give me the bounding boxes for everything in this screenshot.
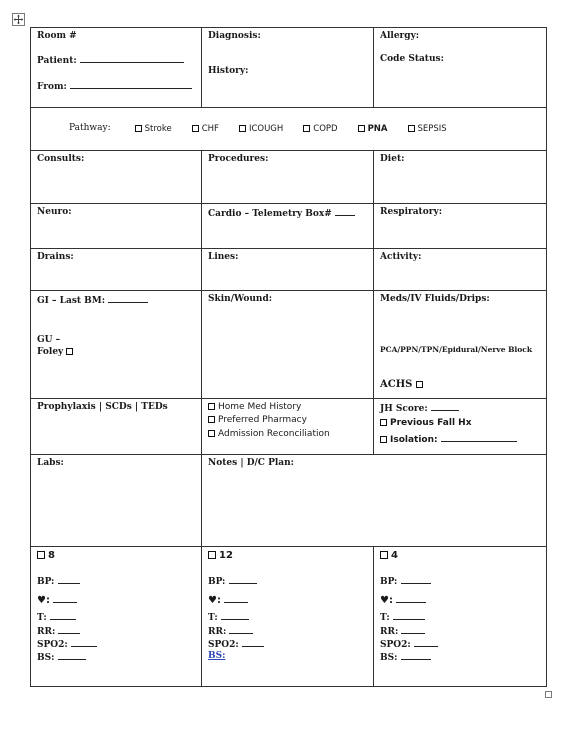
pathway-copd-checkbox[interactable]: COPD <box>303 124 337 135</box>
code-status-label: Code Status: <box>380 54 444 65</box>
checkbox-icon <box>37 551 45 559</box>
temp-field[interactable] <box>393 611 425 620</box>
checkbox-icon <box>208 430 215 437</box>
allergy-cell[interactable] <box>374 28 547 108</box>
drains-cell[interactable] <box>31 249 202 291</box>
isolation-field[interactable] <box>441 433 517 442</box>
activity-label: Activity: <box>380 252 422 262</box>
neuro-label: Neuro: <box>37 207 72 217</box>
consults-cell[interactable] <box>31 151 202 204</box>
bs-field[interactable] <box>401 651 431 660</box>
notes-cell[interactable] <box>202 455 547 547</box>
patient-label: Patient: <box>37 56 77 67</box>
vitals-12-cell: 12 BP: ♥: T: RR: SPO2: BS: <box>202 547 374 687</box>
diet-label: Diet: <box>380 154 405 164</box>
achs-checkbox[interactable]: ACHS <box>380 379 540 392</box>
patient-report-form <box>30 27 547 687</box>
temp-field[interactable] <box>221 611 249 620</box>
history-label: History: <box>208 66 249 77</box>
gu-label: GU – <box>37 335 61 346</box>
bp-field[interactable] <box>229 575 257 584</box>
table-resize-handle[interactable] <box>545 691 552 698</box>
from-label: From: <box>37 81 67 92</box>
pathway-icough-checkbox[interactable]: ICOUGH <box>239 124 283 135</box>
checkbox-icon <box>380 436 387 443</box>
respiratory-cell[interactable] <box>374 204 547 249</box>
from-field[interactable] <box>70 80 192 89</box>
foley-checkbox[interactable]: Foley <box>37 347 195 358</box>
checkbox-icon <box>380 551 388 559</box>
checkbox-icon <box>358 125 365 132</box>
activity-cell[interactable] <box>374 249 547 291</box>
table-move-handle[interactable] <box>12 13 25 26</box>
diet-cell[interactable] <box>374 151 547 204</box>
isolation-checkbox[interactable]: Isolation: <box>380 435 438 445</box>
labs-label: Labs: <box>37 458 64 468</box>
allergy-label: Allergy: <box>380 31 420 41</box>
consults-label: Consults: <box>37 154 85 164</box>
gi-label: GI – Last BM: <box>37 296 106 306</box>
drains-label: Drains: <box>37 252 74 262</box>
preferred-pharmacy-checkbox[interactable]: Preferred Pharmacy <box>208 415 367 426</box>
temp-field[interactable] <box>50 611 76 620</box>
prophylaxis-cell[interactable] <box>31 399 202 455</box>
meds-cell[interactable] <box>374 291 547 399</box>
vitals-8-checkbox[interactable]: 8 <box>37 550 195 563</box>
cardio-cell[interactable] <box>202 204 374 249</box>
respiratory-label: Respiratory: <box>380 207 443 217</box>
bs-field[interactable] <box>58 651 86 660</box>
heart-rate-field[interactable] <box>53 594 77 603</box>
fall-risk-cell <box>374 399 547 455</box>
heart-rate-field[interactable] <box>224 594 248 603</box>
vitals-8-cell: 8 BP: ♥: T: RR: SPO2: BS: <box>31 547 202 687</box>
pathway-cell <box>31 108 547 151</box>
patient-field[interactable] <box>80 54 184 63</box>
pathway-pna-checkbox[interactable]: PNA <box>358 124 388 135</box>
labs-cell[interactable] <box>31 455 202 547</box>
pca-label: PCA/PPN/TPN/Epidural/Nerve Block <box>380 345 533 355</box>
skin-wound-cell[interactable] <box>202 291 374 399</box>
procedures-label: Procedures: <box>208 154 269 164</box>
previous-fall-checkbox[interactable]: Previous Fall Hx <box>380 418 540 429</box>
spo2-field[interactable] <box>414 638 438 647</box>
room-label: Room # <box>37 31 77 41</box>
vitals-12-checkbox[interactable]: 12 <box>208 550 367 563</box>
meds-label: Meds/IV Fluids/Drips: <box>380 294 490 304</box>
med-history-cell <box>202 399 374 455</box>
lines-cell[interactable] <box>202 249 374 291</box>
checkbox-icon <box>380 419 387 426</box>
notes-label: Notes | D/C Plan: <box>208 458 294 468</box>
cardio-label: Cardio – Telemetry Box# <box>208 209 332 219</box>
skin-wound-label: Skin/Wound: <box>208 294 273 304</box>
last-bm-field[interactable] <box>108 294 148 303</box>
diagnosis-cell[interactable] <box>202 28 374 108</box>
admission-reconciliation-checkbox[interactable]: Admission Reconciliation <box>208 429 367 440</box>
pathway-stroke-checkbox[interactable]: Stroke <box>135 124 172 135</box>
jh-score-field[interactable] <box>431 402 459 411</box>
move-arrows-icon <box>13 14 24 25</box>
heart-icon: ♥: <box>380 594 393 606</box>
rr-field[interactable] <box>229 625 253 634</box>
spo2-field[interactable] <box>242 638 264 647</box>
jh-score-label: JH Score: <box>380 404 428 414</box>
bp-field[interactable] <box>401 575 431 584</box>
bp-field[interactable] <box>58 575 80 584</box>
procedures-cell[interactable] <box>202 151 374 204</box>
checkbox-icon <box>66 348 73 355</box>
home-med-history-checkbox[interactable]: Home Med History <box>208 402 367 413</box>
checkbox-icon <box>303 125 310 132</box>
pathway-options <box>37 123 540 134</box>
diagnosis-label: Diagnosis: <box>208 31 261 41</box>
bs-link[interactable]: BS: <box>208 651 226 661</box>
checkbox-icon <box>135 125 142 132</box>
checkbox-icon <box>208 403 215 410</box>
heart-rate-field[interactable] <box>396 594 426 603</box>
room-cell <box>31 28 202 108</box>
telemetry-box-field[interactable] <box>335 207 355 216</box>
pathway-sepsis-checkbox[interactable]: SEPSIS <box>408 124 447 135</box>
pathway-chf-checkbox[interactable]: CHF <box>192 124 219 135</box>
heart-icon: ♥: <box>208 594 221 606</box>
rr-field[interactable] <box>401 625 425 634</box>
gi-gu-cell[interactable] <box>31 291 202 399</box>
lines-label: Lines: <box>208 252 239 262</box>
checkbox-icon <box>208 551 216 559</box>
checkbox-icon <box>208 416 215 423</box>
vitals-4-cell: 4 BP: ♥: T: RR: SPO2: BS: <box>374 547 547 687</box>
vitals-4-checkbox[interactable]: 4 <box>380 550 540 563</box>
checkbox-icon <box>192 125 199 132</box>
checkbox-icon <box>416 381 423 388</box>
checkbox-icon <box>408 125 415 132</box>
spo2-field[interactable] <box>71 638 97 647</box>
heart-icon: ♥: <box>37 594 50 606</box>
pathway-label: Pathway: <box>69 123 111 134</box>
rr-field[interactable] <box>58 625 80 634</box>
prophylaxis-label: Prophylaxis | SCDs | TEDs <box>37 402 168 412</box>
checkbox-icon <box>239 125 246 132</box>
neuro-cell[interactable] <box>31 204 202 249</box>
